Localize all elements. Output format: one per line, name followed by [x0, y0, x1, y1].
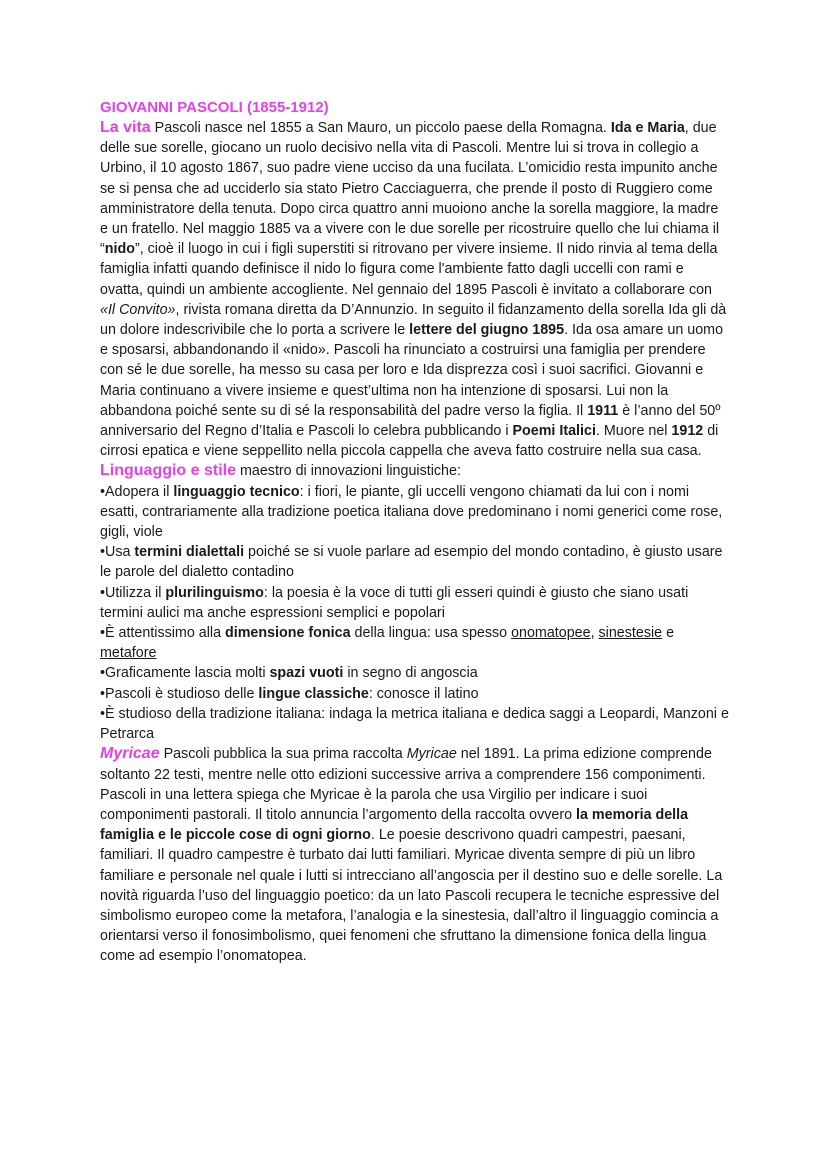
list-item: •Usa termini dialettali poiché se si vuole parlare ad esempio del mondo contadino, è giusto usare le parole del dialetto contadino	[100, 544, 723, 581]
list-item: •È attentissimo alla dimensione fonica della lingua: usa spesso onomatopee, sinestesie e metafore	[100, 625, 675, 662]
list-item: •Pascoli è studioso delle lingue classiche: conosce il latino	[100, 685, 479, 702]
section-myricae: Myricae Pascoli pubblica la sua prima raccolta Myricae nel 1891. La prima edizione comprende soltanto 22 testi, mentre nelle otto edizioni successive arriva a comprendere 156 componimenti. Pascoli in una lettera spiega che Myricae è la parola che usa Virgilio per indicare i suoi componimenti pastorali. Il titolo annuncia l’argomento della raccolta ovvero la memoria della famiglia e le piccole cose di ogni giorno. Le poesie descrivono quadri campestri, paesani, familiari. Il quadro campestre è turbato dai lutti familiari. Myricae diventa sempre di più un libro familiare e personale nel quale i lutti si intrecciano all’angoscia per il destino suo e delle sorelle. La novità riguarda l’uso del linguaggio poetico: da un lato Pascoli recupera le tecniche espressive del simbolismo europeo come la metafora, l’analogia e la sinestesia, dall’altro il linguaggio comincia a orientarsi verso il fonosimbolismo, quei fenomeni che sfruttano la dimensione fonica della lingua come ad esempio l’onomatopea.	[100, 745, 723, 965]
list-item: •Adopera il linguaggio tecnico: i fiori, le piante, gli uccelli vengono chiamati da lui con i nomi esatti, contrariamente alla tradizione poetica italiana dove predominano i nomi generici come rose, gigli, viole	[100, 483, 723, 541]
section-heading-stile: Linguaggio e stile	[100, 462, 237, 480]
list-item: •È studioso della tradizione italiana: indaga la metrica italiana e dedica saggi a Leopardi, Manzoni e Petrarca	[100, 705, 729, 743]
page-title: GIOVANNI PASCOLI (1855-1912)	[100, 99, 329, 116]
section-heading-vita: La vita	[100, 119, 151, 136]
section-heading-myricae: Myricae	[100, 745, 160, 763]
section-stile-intro: Linguaggio e stile maestro di innovazioni linguistiche:	[100, 462, 461, 480]
document-body	[100, 98, 730, 967]
section-vita: La vita Pascoli nasce nel 1855 a San Mauro, un piccolo paese della Romagna. Ida e Maria, due delle sue sorelle, giocano un ruolo decisivo nella vita di Pascoli. Mentre lui si trova in collegio a Urbino, il 10 agosto 1867, suo padre viene ucciso da una fucilata. L’omicidio resta impunito anche se si pensa che ad ucciderlo sia stato Pietro Cacciaguerra, che prende il posto di Ruggiero come amministratore della tenuta. Dopo circa quattro anni muoiono anche la sorella maggiore, la madre e un fratello. Nel maggio 1885 va a vivere con le due sorelle per ricostruire quello che lui chiama il “nido”, cioè il luogo in cui i figli superstiti si ritrovano per vivere insieme. Il nido rinvia al tema della famiglia infatti quando definisce il nido lo figura come l'ambiente fatto dagli uccelli con rami e ovatta, quindi un ambiente accogliente. Nel gennaio del 1895 Pascoli è invitato a collaborare con «Il Convito», rivista romana diretta da D’Annunzio. In seguito il fidanzamento della sorella Ida gli dà un dolore indescrivibile che lo porta a scrivere le lettere del giugno 1895. Ida osa amare un uomo e sposarsi, abbandonando il «nido». Pascoli ha rinunciato a costruirsi una famiglia per prendere con sé le due sorelle, ha messo su casa per loro e Ida disprezza così i suoi sacrifici. Giovanni e Maria continuano a vivere insieme e quest’ultima non ha intenzione di sposarsi. Lui non la abbandona poiché sente su di sé la responsabilità del padre verso la figlia. Il 1911 è l’anno del 50º anniversario del Regno d’Italia e Pascoli lo celebra pubblicando i Poemi Italici. Muore nel 1912 di cirrosi epatica e viene seppellito nella piccola cappella che aveva fatto costruire nella sua casa.	[100, 119, 727, 460]
list-item: •Utilizza il plurilinguismo: la poesia è la voce di tutti gli esseri quindi è giusto che siano usati termini aulici ma anche espressioni semplici e popolari	[100, 584, 689, 621]
list-item: •Graficamente lascia molti spazi vuoti in segno di angoscia	[100, 665, 478, 682]
